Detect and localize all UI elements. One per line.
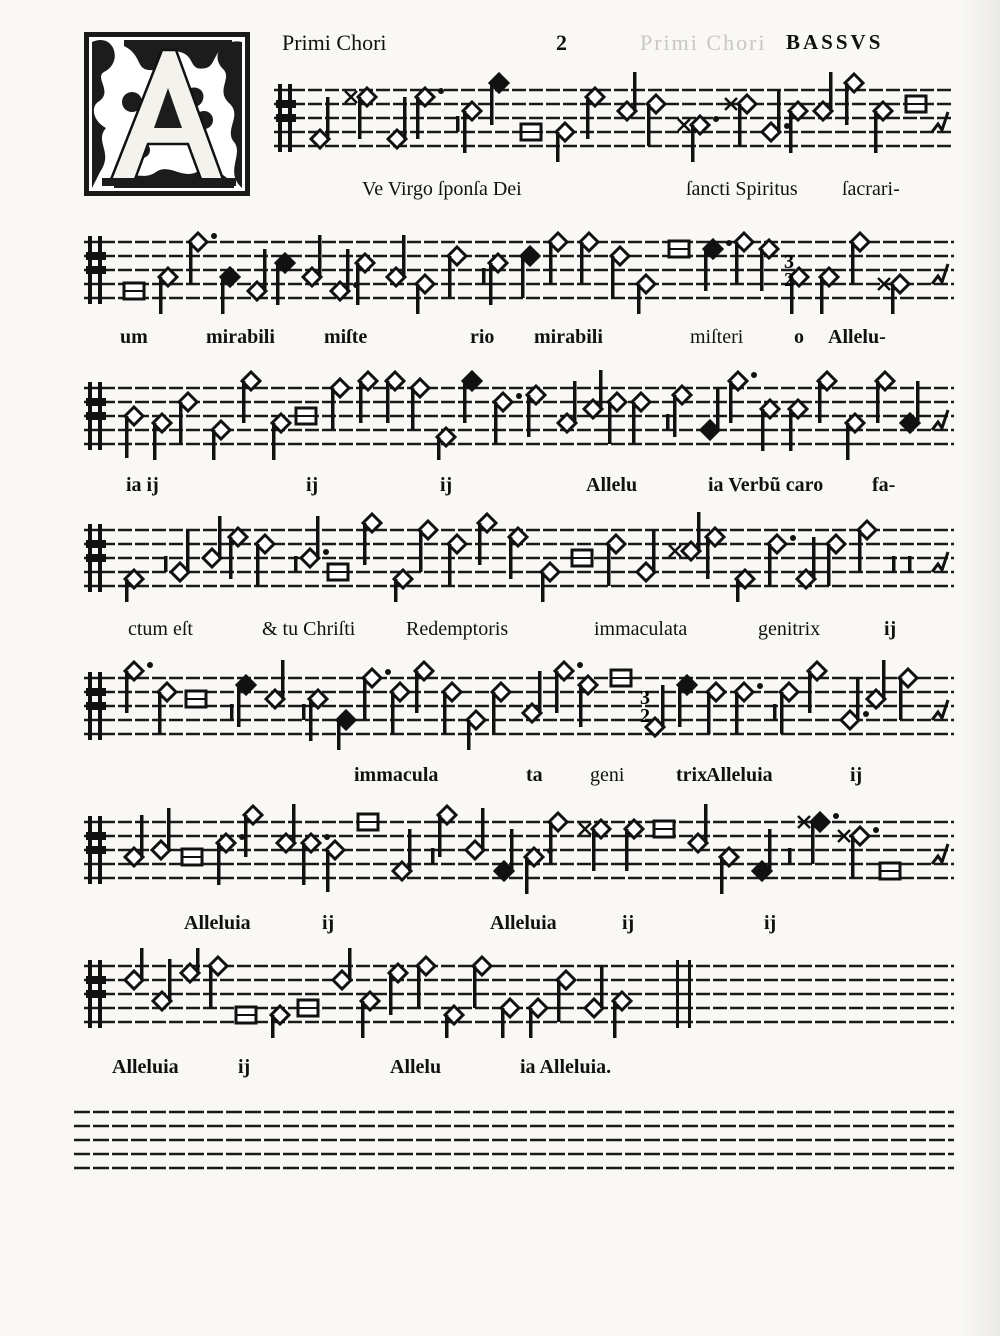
staff-system-2 <box>84 224 954 314</box>
minim-note <box>720 848 738 894</box>
minim-note <box>557 971 575 1022</box>
minim-note <box>525 848 553 894</box>
breve-note <box>611 670 631 686</box>
minim-note <box>363 669 391 720</box>
empty-staff <box>74 1104 954 1184</box>
rest-mark <box>456 116 460 132</box>
minim-note <box>768 535 796 586</box>
custos-mark <box>932 410 948 430</box>
minim-note <box>580 233 598 284</box>
syllable: ia ij <box>126 474 159 496</box>
minim-note <box>585 966 604 1017</box>
minim-note <box>820 268 838 314</box>
lyrics-line-4 <box>0 618 1000 648</box>
syllable: Ve Virgo ſponſa Dei <box>362 178 522 200</box>
lyrics-line-3 <box>0 474 1000 504</box>
syllable: ia Verbũ caro <box>708 474 824 496</box>
minim-note <box>271 1006 289 1038</box>
breve-note <box>654 821 674 837</box>
minim-note <box>333 948 352 989</box>
minim-note <box>203 516 222 567</box>
c-clef-icon <box>86 524 106 592</box>
minim-note <box>618 72 637 120</box>
rest-mark <box>164 556 168 572</box>
syllable: miſteri <box>690 326 744 348</box>
syllable: ij <box>306 474 319 496</box>
rest-mark <box>908 556 912 572</box>
time-signature-bottom: 2 <box>640 705 650 727</box>
minim-note <box>326 841 344 892</box>
minim-note <box>416 275 434 314</box>
staff-system-5 <box>84 660 954 750</box>
minim-note <box>780 683 798 734</box>
minim-note <box>158 683 176 734</box>
breve-note <box>236 1007 256 1023</box>
minim-note <box>272 414 290 460</box>
final-barline <box>688 960 691 1028</box>
voice-part-heading: BASSVS <box>786 30 884 54</box>
minim-note <box>179 393 197 444</box>
minim-note <box>256 535 274 586</box>
staff-system-4 <box>84 512 954 602</box>
minim-note <box>189 233 217 284</box>
minim-note <box>152 808 171 859</box>
breve-note <box>669 241 689 257</box>
sharp-icon <box>678 119 690 131</box>
minim-note <box>448 535 466 586</box>
semiminim-note <box>221 268 239 314</box>
sharp-icon <box>579 823 591 835</box>
minim-note <box>212 421 230 460</box>
minim-note <box>851 233 869 284</box>
lyrics-line-5 <box>0 764 1000 794</box>
minim-note <box>181 948 200 982</box>
syllable: Allelu- <box>828 326 886 348</box>
rest-mark <box>431 848 435 864</box>
minim-note <box>125 948 144 989</box>
syllable: ctum eſt <box>128 618 193 640</box>
staff-system-1 <box>274 72 954 162</box>
lyrics-line-6 <box>0 912 1000 942</box>
minim-note <box>209 957 227 1008</box>
page-number: 2 <box>556 30 567 55</box>
minim-note <box>611 247 629 298</box>
minim-note <box>501 999 519 1038</box>
minim-note <box>159 268 177 314</box>
syllable: ta <box>526 764 543 786</box>
breve-note <box>572 550 592 566</box>
syllable: Alleluia <box>112 1056 179 1078</box>
minim-note <box>707 683 725 734</box>
c-clef-icon <box>86 816 106 884</box>
woodcut-initial-a-image <box>84 32 250 196</box>
minim-note <box>735 683 763 734</box>
rest-mark <box>773 704 777 720</box>
custos-mark <box>932 700 948 720</box>
c-clef-icon <box>86 236 106 304</box>
semiminim-note <box>811 813 839 864</box>
minim-note <box>762 90 790 141</box>
breve-note <box>186 691 206 707</box>
syllable: immaculata <box>594 618 688 640</box>
lyrics-line-1 <box>0 178 1000 208</box>
syllable: ia Alleluia. <box>520 1056 612 1078</box>
rest-mark <box>788 848 792 864</box>
minim-note <box>153 414 171 460</box>
syllable: um <box>120 326 148 348</box>
minim-note <box>637 275 655 314</box>
minim-note <box>529 999 547 1038</box>
minim-note <box>411 379 429 430</box>
syllable: mirabili <box>206 326 275 348</box>
minim-note <box>647 95 665 146</box>
minim-note <box>549 813 567 864</box>
syllable: & tu Chriſti <box>262 618 356 640</box>
syllable: ij <box>440 474 453 496</box>
syllable: ij <box>622 912 635 934</box>
minim-note <box>492 683 510 734</box>
breve-note <box>521 124 541 140</box>
minim-note <box>467 711 485 750</box>
minim-note <box>466 808 485 859</box>
minim-note <box>443 683 461 734</box>
minim-note <box>541 563 559 602</box>
breve-note <box>296 408 316 424</box>
breve-note <box>880 863 900 879</box>
syllable: ij <box>850 764 863 786</box>
minim-note <box>171 530 190 581</box>
time-signature-top: 3 <box>784 251 794 273</box>
sharp-icon <box>345 91 357 103</box>
rest-mark <box>302 704 306 720</box>
syllable: ſacrari- <box>842 178 900 200</box>
minim-note <box>738 95 756 146</box>
custos-mark <box>932 112 948 132</box>
minim-note <box>846 414 864 460</box>
minim-note <box>735 233 753 284</box>
syllable: miſte <box>324 326 368 348</box>
minim-note <box>419 521 437 572</box>
minim-note <box>632 393 650 444</box>
minim-note <box>417 957 435 1008</box>
lyrics-line-2 <box>0 326 1000 356</box>
minim-note <box>608 393 626 444</box>
syllable: immacula <box>354 764 439 786</box>
minim-note <box>391 683 409 734</box>
minim-note <box>891 275 909 314</box>
syllable: ij <box>322 912 335 934</box>
rest-mark <box>666 414 670 430</box>
breve-note <box>328 564 348 580</box>
bleed-through-text: Primi Chori <box>640 30 767 55</box>
minim-note <box>814 72 833 120</box>
syllable: genitrix <box>758 618 821 640</box>
semiminim-note <box>521 247 539 298</box>
custos-mark <box>932 264 948 284</box>
minim-note <box>691 116 719 162</box>
final-barline <box>676 960 679 1028</box>
minim-note <box>607 535 625 586</box>
minim-note <box>858 521 876 572</box>
minim-note <box>689 804 708 852</box>
syllable: Allelu <box>586 474 638 496</box>
breve-note <box>298 1000 318 1016</box>
rest-mark <box>294 556 298 572</box>
minim-note <box>448 247 466 298</box>
rest-mark <box>892 556 896 572</box>
time-signature-top: 3 <box>640 687 650 709</box>
lyrics-line-7 <box>0 1056 1000 1086</box>
c-clef-icon <box>86 672 106 740</box>
minim-note <box>361 992 379 1038</box>
rest-mark <box>482 268 486 284</box>
minim-note <box>899 669 917 720</box>
semiminim-note <box>337 711 355 750</box>
syllable: ij <box>238 1056 251 1078</box>
minim-note <box>494 393 522 444</box>
syllable: rio <box>470 326 495 348</box>
syllable: Alleluia <box>706 764 773 786</box>
c-clef-icon <box>276 84 296 152</box>
minim-note <box>841 678 869 729</box>
breve-note <box>124 283 144 299</box>
minim-note <box>277 804 296 852</box>
time-signature-bottom: 2 <box>784 269 794 291</box>
rest-mark <box>230 704 234 720</box>
minim-note <box>637 530 656 581</box>
minim-note <box>473 957 491 1008</box>
staff-system-6 <box>84 804 954 894</box>
syllable: trix <box>676 764 708 786</box>
decorated-initial <box>84 32 250 196</box>
syllable: Allelu <box>390 1056 442 1078</box>
minim-note <box>266 660 285 708</box>
syllable: Redemptoris <box>406 618 509 640</box>
semiminim-note <box>701 388 720 439</box>
staff-system-3 <box>84 370 954 460</box>
staff-system-7 <box>84 948 954 1038</box>
minim-note <box>331 379 349 430</box>
c-clef-icon <box>86 382 106 450</box>
minim-note <box>682 512 701 560</box>
syllable: ij <box>764 912 777 934</box>
sharp-icon <box>669 545 681 557</box>
syllable: ſancti Spiritus <box>686 178 798 200</box>
minim-note <box>125 407 143 458</box>
syllable: Alleluia <box>490 912 557 934</box>
minim-note <box>556 123 574 162</box>
syllable: ij <box>884 618 897 640</box>
minim-note <box>851 827 879 878</box>
custos-mark <box>932 552 948 572</box>
minim-note <box>613 992 631 1038</box>
minim-note <box>301 516 329 567</box>
minim-note <box>827 535 845 586</box>
minim-note <box>584 370 603 418</box>
syllable: Alleluia <box>184 912 251 934</box>
breve-note <box>906 96 926 112</box>
breve-note <box>358 814 378 830</box>
c-clef-icon <box>86 960 106 1028</box>
choir-heading: Primi Chori <box>282 30 387 55</box>
breve-note <box>182 849 202 865</box>
minim-note <box>549 233 567 284</box>
syllable: geni <box>590 764 625 786</box>
syllable: fa- <box>872 474 896 496</box>
minim-note <box>867 660 886 708</box>
syllable: o <box>794 326 804 348</box>
custos-mark <box>932 844 948 864</box>
syllable: mirabili <box>534 326 603 348</box>
